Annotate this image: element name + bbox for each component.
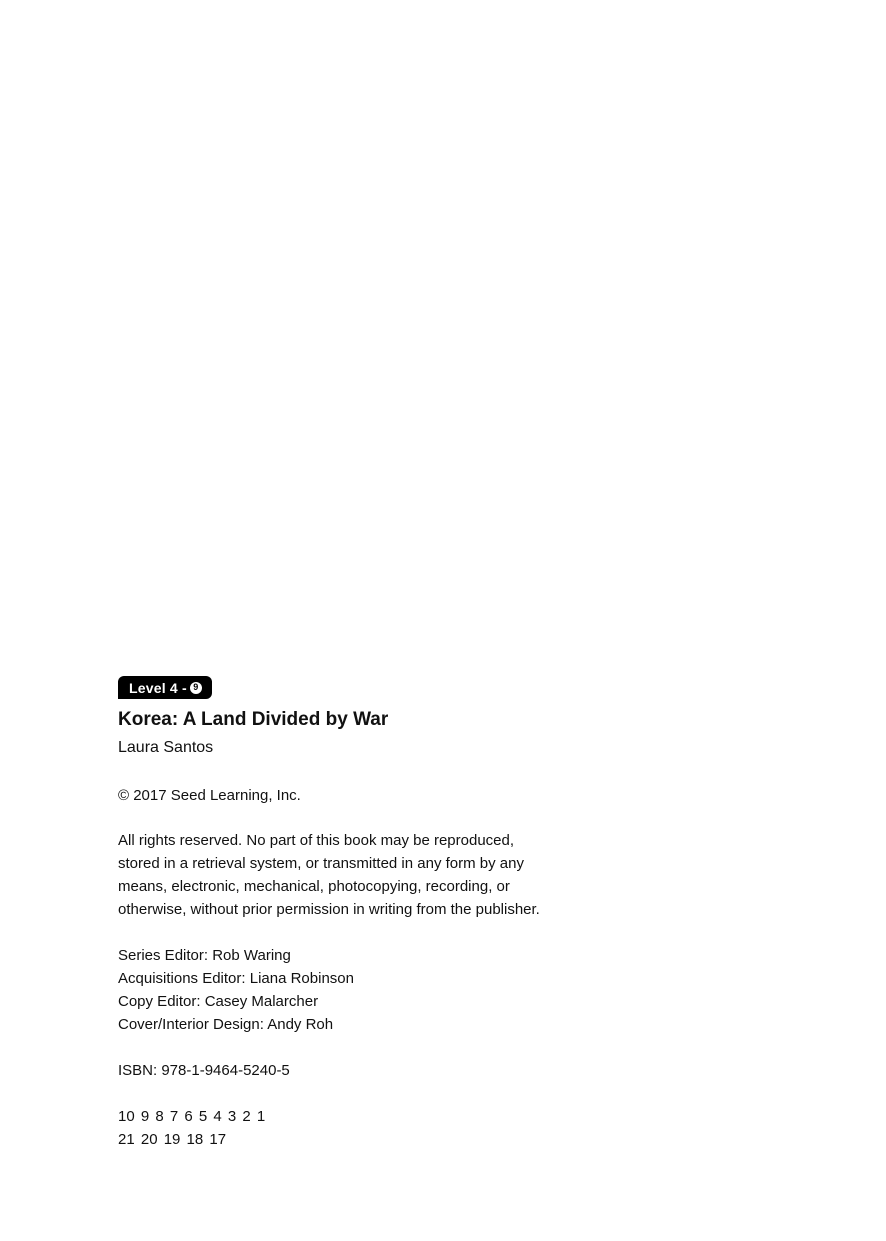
- printing-numbers: [118, 1105, 638, 1151]
- rights-line: stored in a retrieval system, or transmitted in any form by any: [118, 855, 524, 872]
- printing-line: 10 9 8 7 6 5 4 3 2 1: [118, 1108, 266, 1125]
- credit-series-editor: Series Editor: Rob Waring: [118, 947, 291, 964]
- rights-line: All rights reserved. No part of this book may be reproduced,: [118, 832, 515, 849]
- book-title: Korea: A Land Divided by War: [118, 709, 389, 730]
- copyright-block: [118, 676, 638, 1151]
- isbn: ISBN: 978-1-9464-5240-5: [118, 1062, 290, 1079]
- copyright-notice: © 2017 Seed Learning, Inc.: [118, 787, 301, 804]
- credit-design: Cover/Interior Design: Andy Roh: [118, 1016, 334, 1033]
- book-author: Laura Santos: [118, 739, 214, 756]
- printing-year-line: 21 20 19 18 17: [118, 1131, 227, 1148]
- rights-line: otherwise, without prior permission in writing from the publisher.: [118, 901, 540, 918]
- level-badge: [118, 676, 212, 699]
- rights-statement: [118, 829, 588, 921]
- credit-copy-editor: Copy Editor: Casey Malarcher: [118, 993, 319, 1010]
- credits-list: [118, 944, 638, 1036]
- level-badge-label: Level 4 -: [129, 679, 187, 696]
- level-number-icon: 9: [190, 682, 202, 694]
- credit-acquisitions-editor: Acquisitions Editor: Liana Robinson: [118, 970, 354, 987]
- rights-line: means, electronic, mechanical, photocopying, recording, or: [118, 878, 510, 895]
